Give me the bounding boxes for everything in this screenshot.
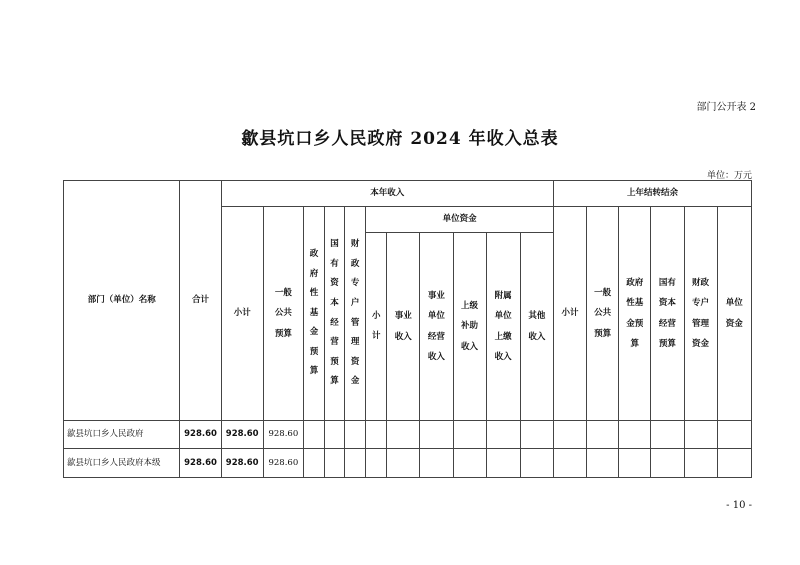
co-state-capital-header: 国有资本经营预算 <box>651 207 684 421</box>
form-number: 部门公开表 2 <box>696 102 756 113</box>
table-row <box>64 421 752 449</box>
table-row <box>64 449 752 478</box>
cy-fiscal-special-header: 财政专户管理资金 <box>345 207 366 421</box>
co-unit-funds-header: 单位资金 <box>717 207 751 421</box>
row-cy-subtotal: 928.60 <box>221 421 263 449</box>
unit-label: 单位：万元 <box>706 171 752 181</box>
revenue-table <box>63 180 752 478</box>
co-subtotal-header: 小计 <box>554 207 587 421</box>
cy-general-header: 一般公共预算 <box>263 207 303 421</box>
dept-header: 部门（单位）名称 <box>64 181 180 421</box>
cy-gov-fund-header: 政府性基金预算 <box>303 207 324 421</box>
row-dept-name: 歙县坑口乡人民政府本级 <box>64 449 180 478</box>
co-fiscal-special-header: 财政专户管理资金 <box>684 207 717 421</box>
carryover-header: 上年结转结余 <box>554 181 752 207</box>
uf-operating-header: 事业单位经营收入 <box>420 233 453 421</box>
row-total: 928.60 <box>180 449 221 478</box>
co-general-header: 一般公共预算 <box>587 207 619 421</box>
uf-business-header: 事业收入 <box>387 233 420 421</box>
uf-other-header: 其他收入 <box>520 233 553 421</box>
cy-state-capital-header: 国有资本经营预算 <box>325 207 345 421</box>
current-year-header: 本年收入 <box>221 181 553 207</box>
co-gov-fund-header: 政府性基金预算 <box>619 207 651 421</box>
uf-subtotal-header: 小计 <box>366 233 387 421</box>
uf-subsidy-header: 上级补助收入 <box>453 233 486 421</box>
page-title: 歙县坑口乡人民政府 2024 年收入总表 <box>241 129 559 149</box>
row-dept-name: 歙县坑口乡人民政府 <box>64 421 180 449</box>
uf-affiliate-header: 附属单位上缴收入 <box>486 233 520 421</box>
cy-subtotal-header: 小计 <box>221 207 263 421</box>
row-cy-subtotal: 928.60 <box>221 449 263 478</box>
total-header: 合计 <box>180 181 221 421</box>
row-cy-general: 928.60 <box>263 449 303 478</box>
row-cy-general: 928.60 <box>263 421 303 449</box>
row-total: 928.60 <box>180 421 221 449</box>
page-number: - 10 - <box>726 500 752 511</box>
unit-funds-header: 单位资金 <box>366 207 554 233</box>
